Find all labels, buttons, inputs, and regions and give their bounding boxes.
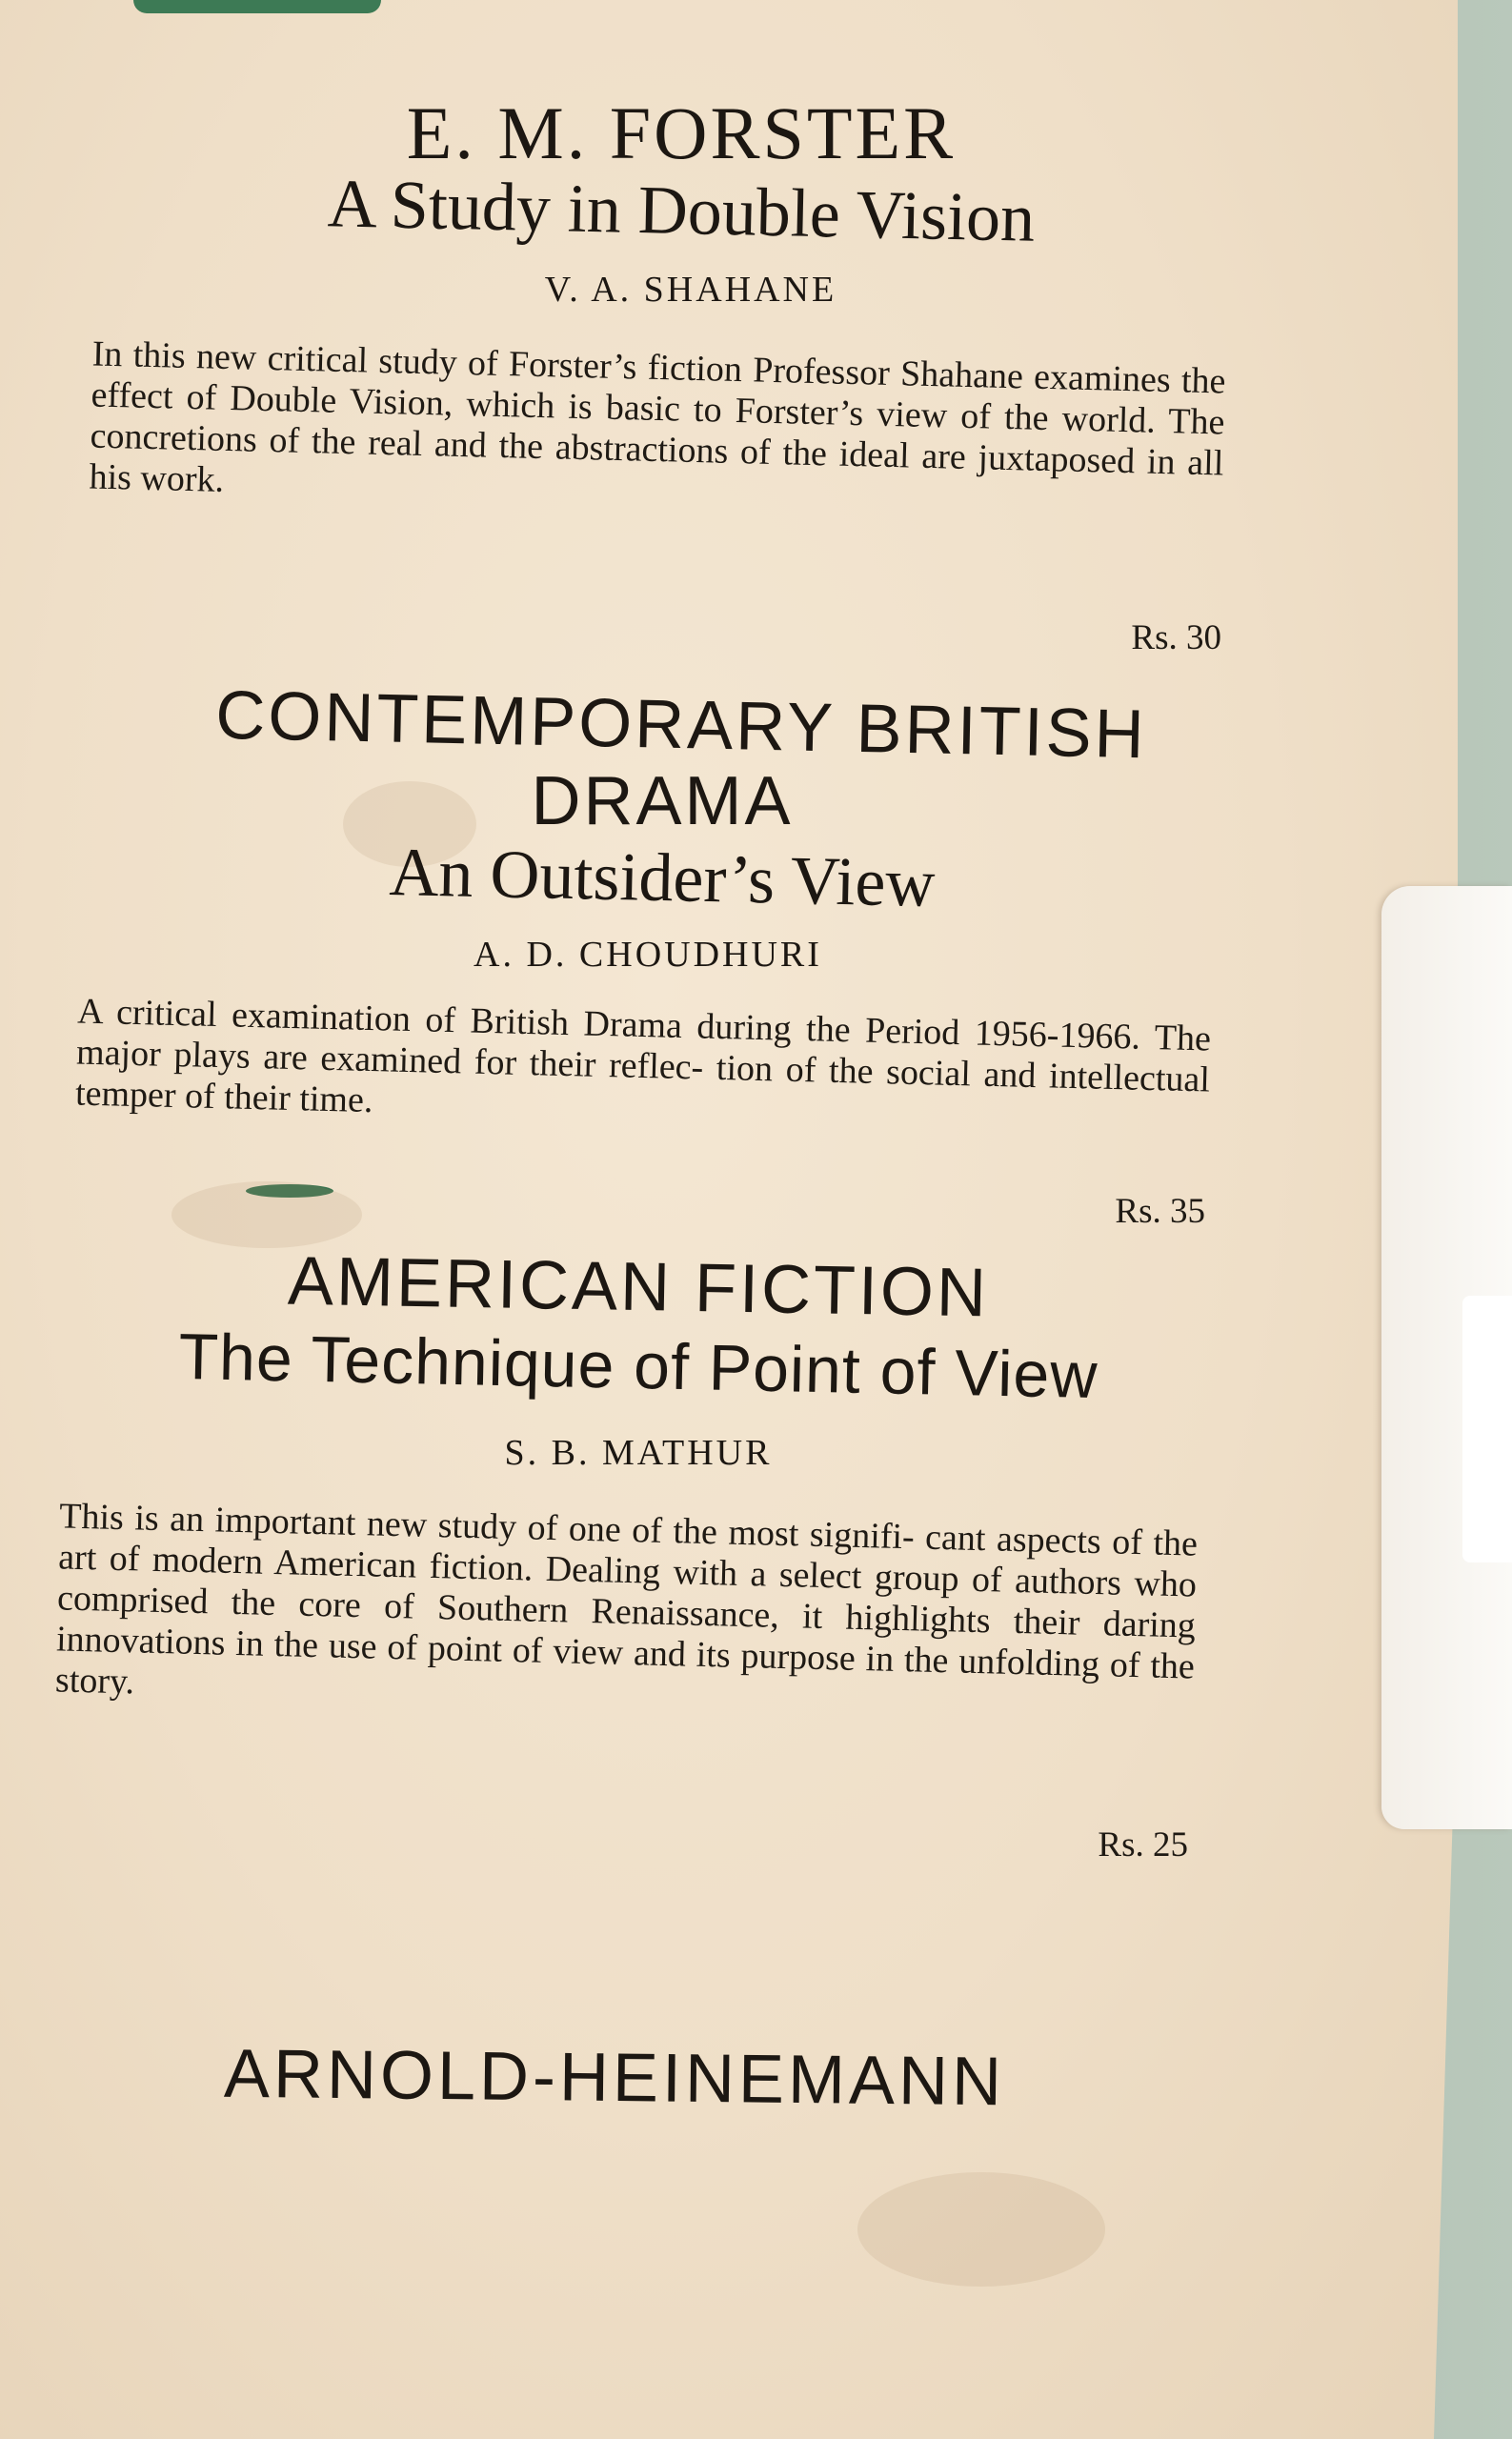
book-1-title: E. M. FORSTER (406, 91, 957, 174)
book-2-subtitle: An Outsider’s View (388, 834, 937, 921)
paper-gap (1462, 1296, 1512, 1562)
book-1-author: V. A. SHAHANE (544, 270, 837, 310)
book-2-author: A. D. CHOUDHURI (474, 935, 822, 975)
book-3-price: Rs. 25 (1098, 1825, 1188, 1865)
book-2-title-line2: DRAMA (531, 763, 794, 839)
book-1-subtitle: A Study in Double Vision (327, 165, 1036, 256)
book-3-subtitle: The Technique of Point of View (177, 1320, 1099, 1413)
green-tape-strip (133, 0, 381, 13)
book-2-title: CONTEMPORARY BRITISH (214, 676, 1148, 774)
book-3-author: S. B. MATHUR (504, 1433, 773, 1473)
stain (171, 1181, 362, 1248)
stain (857, 2172, 1105, 2287)
publisher-name: ARNOLD-HEINEMANN (223, 2035, 1006, 2121)
book-1-description: In this new critical study of Forster’s fiction Professor Shahane examines the effect of Double Vision, which is basic to Forster’s view of the world. The concretions of the real and the abstractions of the ideal are juxtaposed in all his work. (89, 333, 1226, 500)
book-1-price: Rs. 30 (1131, 618, 1221, 657)
book-2-description: A critical examination of British Drama during the Period 1956-1966. The major plays are examined for their reflec- tion of the social and intellectual temper of their time. (74, 991, 1212, 1121)
book-3-description: This is an important new study of one of the most signifi- cant aspects of the art of modern American fiction. Dealing with a select group of authors who comprised the core of Southern Renaissance, it highlights their daring innovations in the use of point of view and its purpose in the unfolding of the story. (54, 1496, 1199, 1703)
book-2-price: Rs. 35 (1115, 1192, 1205, 1231)
book-3-title: AMERICAN FICTION (287, 1242, 990, 1332)
